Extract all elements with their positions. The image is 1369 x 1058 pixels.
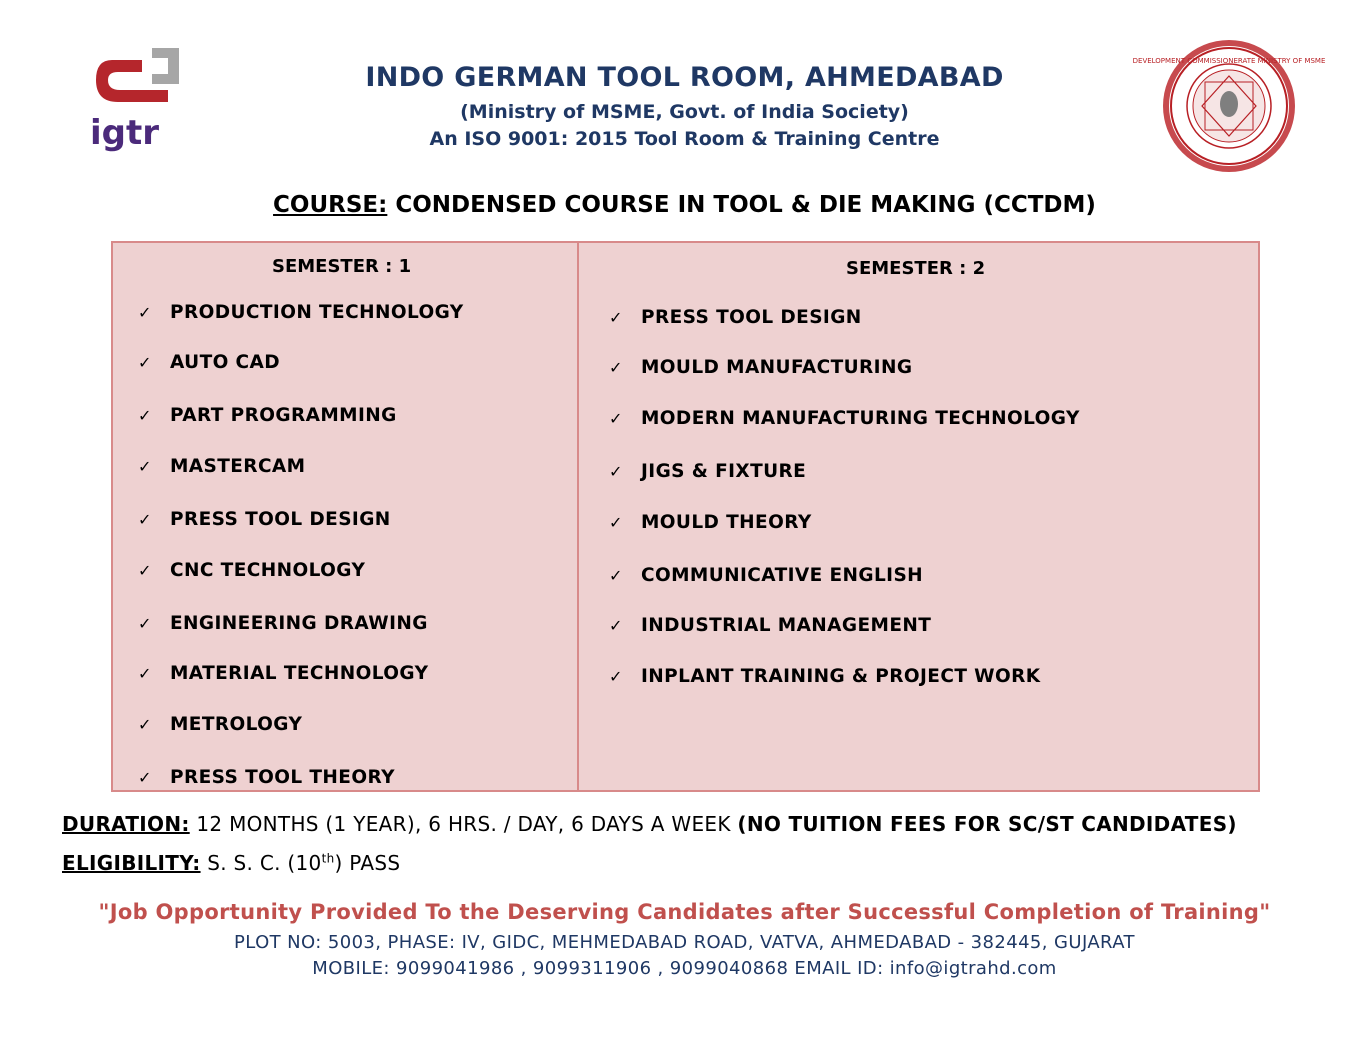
item-label: INPLANT TRAINING & PROJECT WORK [641, 666, 1041, 687]
footer-contact: MOBILE: 9099041986 , 9099311906 , 9099040868 EMAIL ID: info@igtrahd.com [312, 958, 1057, 979]
check-icon: ✓ [138, 715, 152, 734]
duration-text: 12 MONTHS (1 YEAR), 6 HRS. / DAY, 6 DAYS A WEEK [189, 812, 738, 836]
job-opportunity-quote: "Job Opportunity Provided To the Deserving Candidates after Successful Completion of Training" [98, 900, 1271, 924]
item-label: PRESS TOOL THEORY [170, 767, 395, 788]
ministry-subtitle: (Ministry of MSME, Govt. of India Society) [460, 101, 909, 123]
item-label: AUTO CAD [170, 352, 281, 373]
item-label: MODERN MANUFACTURING TECHNOLOGY [641, 408, 1080, 429]
check-icon: ✓ [609, 409, 623, 428]
check-icon: ✓ [138, 768, 152, 787]
course-heading [0, 192, 1369, 218]
semester-2-item [609, 615, 931, 636]
check-icon: ✓ [138, 353, 152, 372]
item-label: INDUSTRIAL MANAGEMENT [641, 615, 932, 636]
check-icon: ✓ [609, 358, 623, 377]
semester-1-item [138, 560, 365, 581]
semester-1-item [138, 405, 397, 426]
item-label: JIGS & FIXTURE [641, 461, 807, 482]
check-icon: ✓ [138, 561, 152, 580]
semester-2-item [609, 512, 812, 533]
semester-2-item [609, 565, 923, 586]
item-label: ENGINEERING DRAWING [170, 613, 428, 634]
check-icon: ✓ [609, 308, 623, 327]
semester-2-heading: SEMESTER : 2 [846, 258, 986, 279]
item-label: PRESS TOOL DESIGN [170, 509, 391, 530]
iso-subtitle: An ISO 9001: 2015 Tool Room & Training Centre [429, 128, 940, 150]
semester-1-heading: SEMESTER : 1 [272, 256, 412, 277]
semester-2-item [609, 666, 1041, 687]
semester-2-item [609, 461, 806, 482]
duration-line [62, 812, 1237, 836]
check-icon: ✓ [138, 664, 152, 683]
item-label: MASTERCAM [170, 456, 306, 477]
column-divider [577, 241, 579, 792]
page-title: INDO GERMAN TOOL ROOM, AHMEDABAD [365, 62, 1004, 93]
semester-2-item [609, 307, 862, 328]
check-icon: ✓ [609, 513, 623, 532]
course-name: CONDENSED COURSE IN TOOL & DIE MAKING (CCTDM) [395, 192, 1096, 218]
semester-1-item [138, 767, 395, 788]
item-label: PRESS TOOL DESIGN [641, 307, 862, 328]
check-icon: ✓ [609, 462, 623, 481]
item-label: METROLOGY [170, 714, 303, 735]
duration-note: (NO TUITION FEES FOR SC/ST CANDIDATES) [737, 812, 1237, 836]
eligibility-superscript: th [321, 851, 335, 866]
semester-1-item [138, 663, 428, 684]
check-icon: ✓ [609, 566, 623, 585]
item-label: MOULD THEORY [641, 512, 812, 533]
semester-2-item [609, 408, 1080, 429]
semester-1-item [138, 714, 302, 735]
semester-1-item [138, 302, 464, 323]
semester-1-item [138, 456, 305, 477]
check-icon: ✓ [609, 667, 623, 686]
eligibility-text-end: ) PASS [334, 851, 401, 875]
item-label: MOULD MANUFACTURING [641, 357, 913, 378]
item-label: CNC TECHNOLOGY [170, 560, 366, 581]
item-label: PRODUCTION TECHNOLOGY [170, 302, 464, 323]
semester-1-item [138, 613, 428, 634]
igtr-logo-text: igtr [90, 113, 160, 153]
semester-2-item [609, 357, 912, 378]
item-label: COMMUNICATIVE ENGLISH [641, 565, 924, 586]
check-icon: ✓ [138, 510, 152, 529]
check-icon: ✓ [138, 614, 152, 633]
check-icon: ✓ [138, 457, 152, 476]
check-icon: ✓ [138, 406, 152, 425]
check-icon: ✓ [609, 616, 623, 635]
footer-address: PLOT NO: 5003, PHASE: IV, GIDC, MEHMEDABAD ROAD, VATVA, AHMEDABAD - 382445, GUJARAT [234, 932, 1135, 953]
course-label: COURSE: [273, 192, 388, 218]
item-label: MATERIAL TECHNOLOGY [170, 663, 429, 684]
semester-1-item [138, 509, 391, 530]
seal-text: DEVELOPMENT COMMISSIONERATE MINISTRY OF MSME [1132, 57, 1326, 65]
eligibility-text: S. S. C. (10 [200, 851, 322, 875]
item-label: PART PROGRAMMING [170, 405, 397, 426]
eligibility-line [62, 851, 400, 875]
semester-1-item [138, 352, 280, 373]
eligibility-label: ELIGIBILITY: [62, 851, 201, 875]
duration-label: DURATION: [62, 812, 190, 836]
check-icon: ✓ [138, 303, 152, 322]
